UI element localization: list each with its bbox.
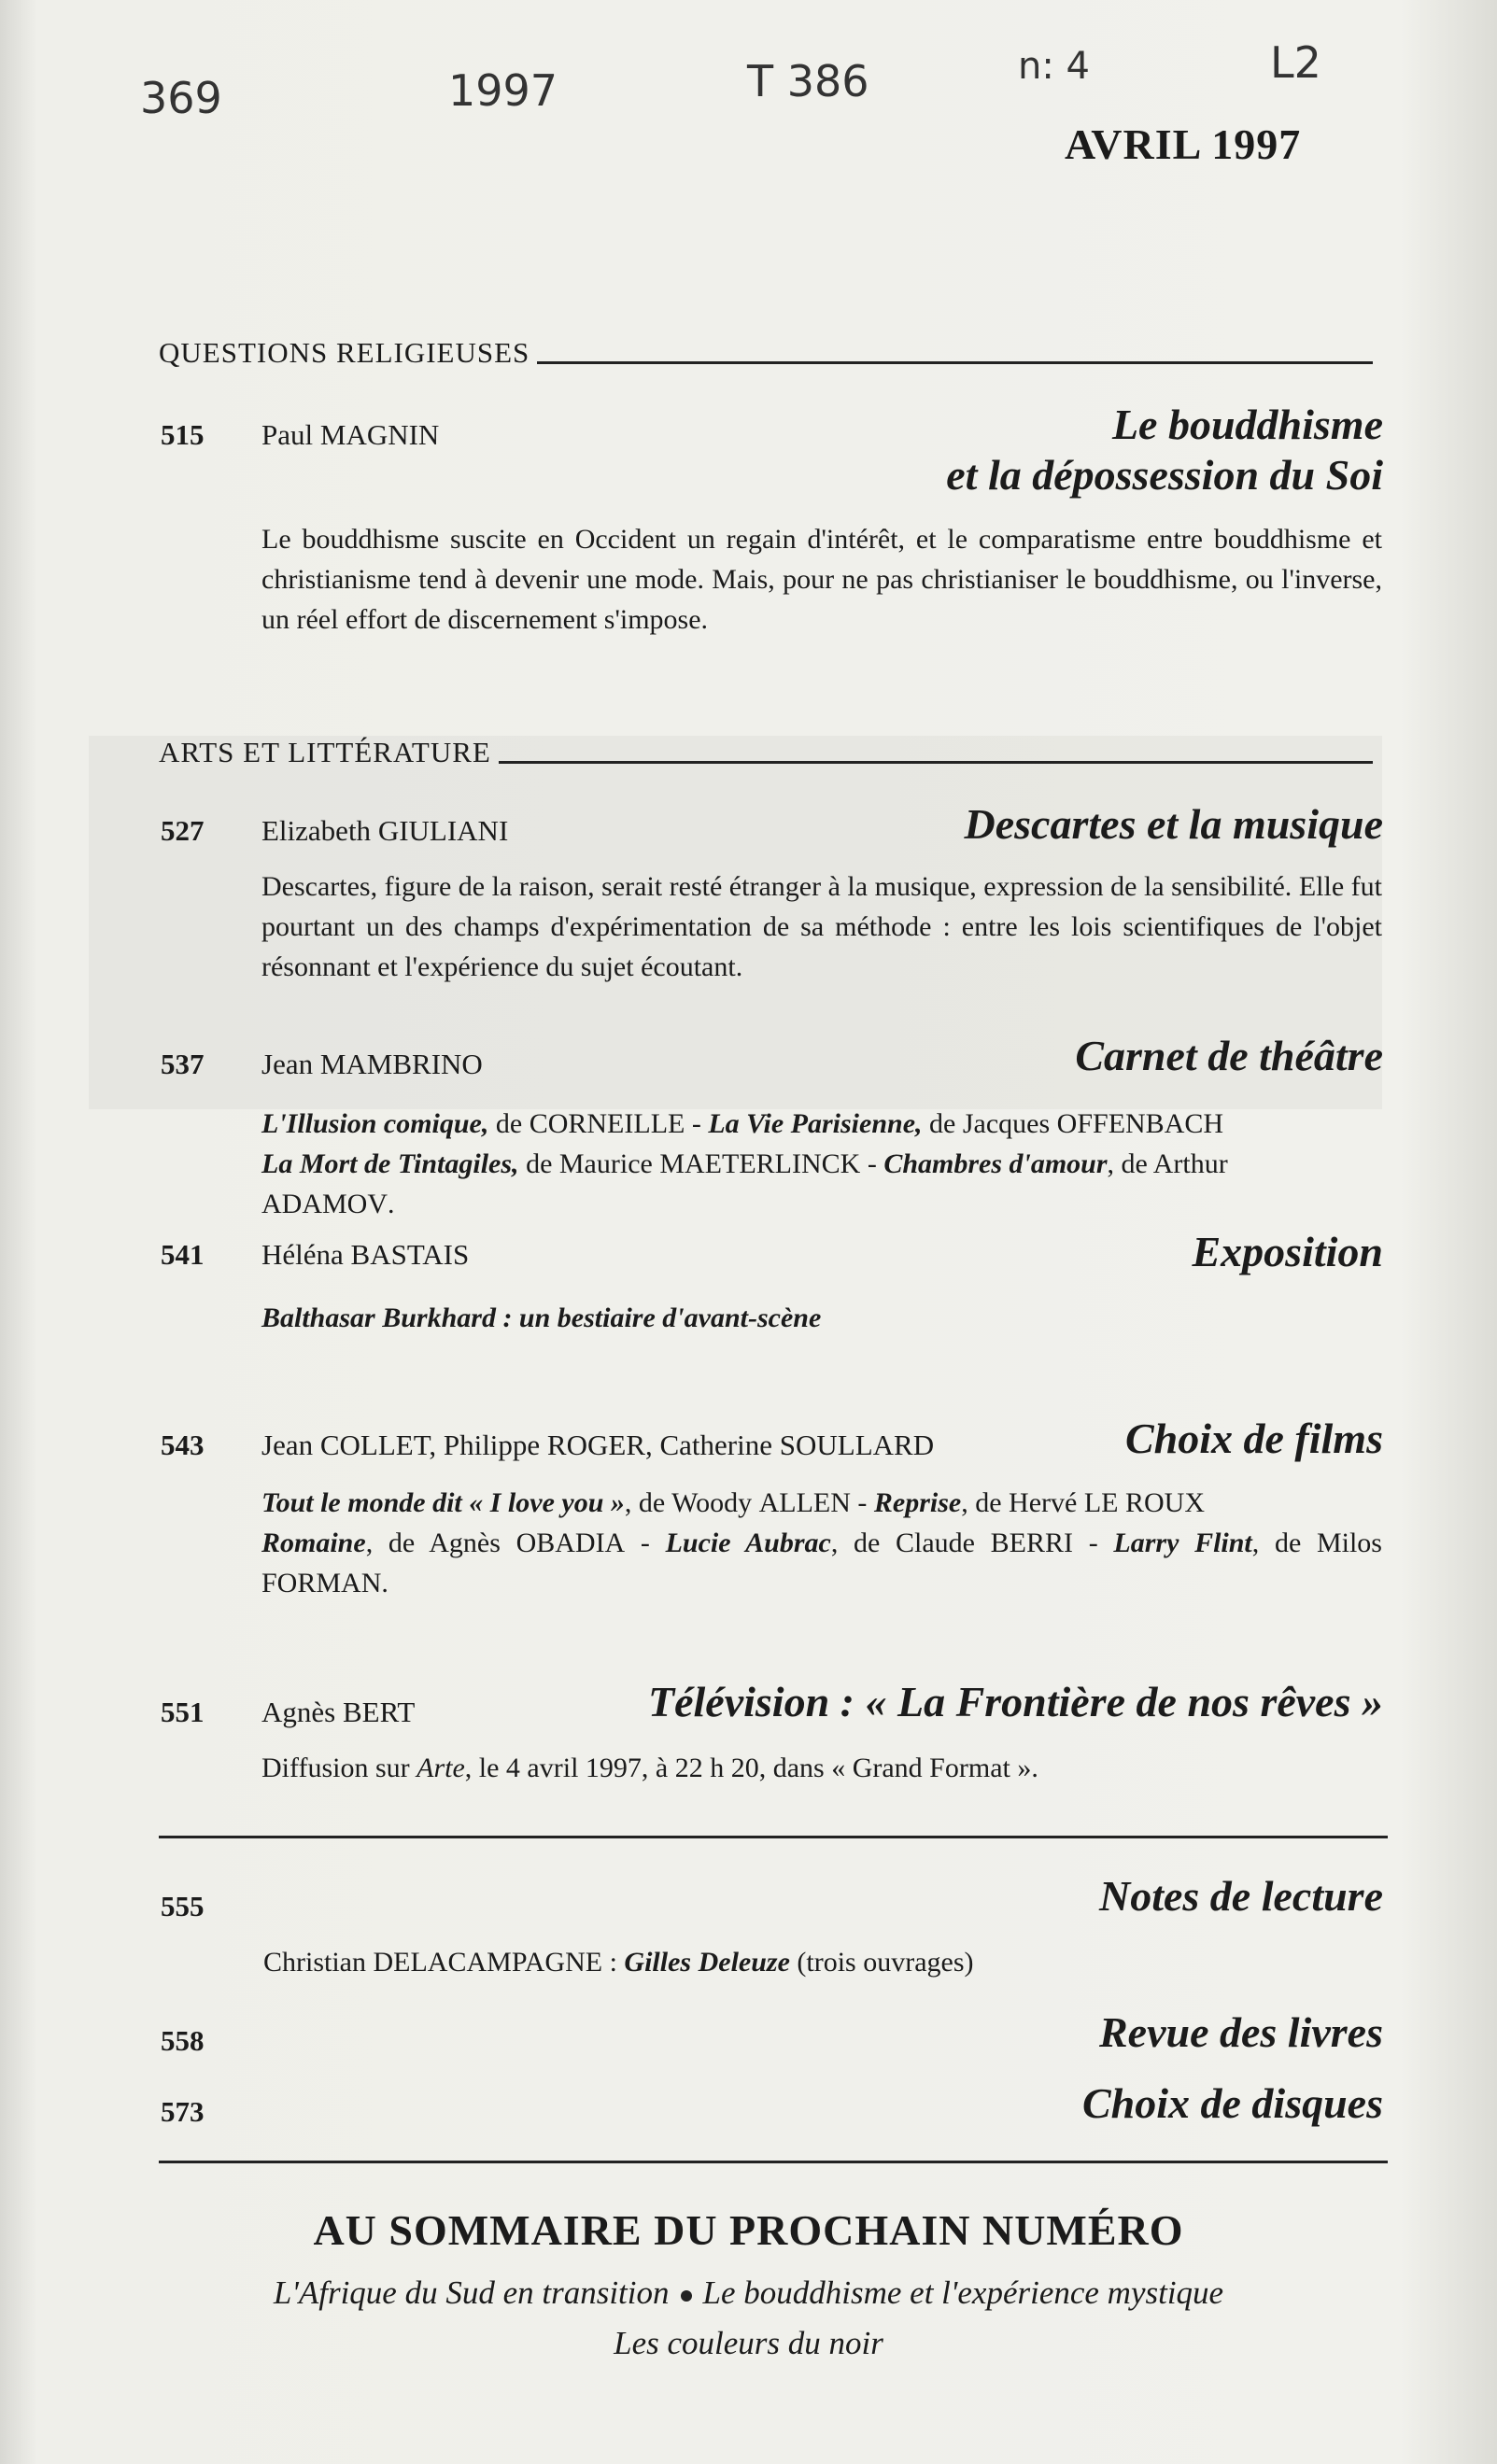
page-number: 537 xyxy=(161,1048,205,1080)
article-authors: Jean COLLET, Philippe ROGER, Catherine SOULLARD xyxy=(261,1429,935,1461)
theatre-works-list: L'Illusion comique, de CORNEILLE - La Vie Parisienne, de Jacques OFFENBACH La Mort de Tintagiles, de Maurice MAETERLINCK - Chambres d'amour, de Arthur ADAMOV. xyxy=(261,1108,1228,1219)
section-title-reviews[interactable]: Revue des livres xyxy=(1098,2008,1383,2056)
handwritten-note: 1997 xyxy=(448,65,558,116)
films-list: Tout le monde dit « I love you », de Woody ALLEN - Reprise, de Hervé LE ROUX Romaine, de Agnès OBADIA - Lucie Aubrac, de Claude BERRI - Larry Flint, de Milos FORMAN. xyxy=(261,1487,1382,1598)
article-author: Jean MAMBRINO xyxy=(261,1048,483,1080)
broadcast-info: Diffusion sur Arte, le 4 avril 1997, à 22 h 20, dans « Grand Format ». xyxy=(261,1753,1038,1783)
article-description: Le bouddhisme suscite en Occident un regain d'intérêt, et le comparatisme entre bouddhisme et christianisme tend à devenir une mode. Mais, pour ne pas christianiser le bouddhisme, ou l'inverse, un réel effort de discernement s'impose. xyxy=(261,524,1382,635)
article-author: Paul MAGNIN xyxy=(261,418,440,451)
article-author: Elizabeth GIULIANI xyxy=(261,814,509,847)
divider xyxy=(159,1836,1388,1838)
page-number: 555 xyxy=(161,1890,205,1922)
page-number: 543 xyxy=(161,1429,205,1461)
handwritten-note: 369 xyxy=(140,73,222,123)
article-title[interactable]: Choix de films xyxy=(1124,1415,1383,1462)
article-title[interactable]: Télévision : « La Frontière de nos rêves » xyxy=(647,1678,1383,1725)
handwritten-note: n: 4 xyxy=(1018,45,1090,88)
handwritten-note: T 386 xyxy=(747,56,869,106)
next-issue-topic: L'Afrique du Sud en transition xyxy=(273,2274,670,2311)
notes-entry: Christian DELACAMPAGNE : Gilles Deleuze (trois ouvrages) xyxy=(263,1947,974,1978)
article-title[interactable]: Le bouddhisme et la dépossession du Soi xyxy=(946,401,1383,499)
page-number: 515 xyxy=(161,418,205,451)
next-issue-topic: Le bouddhisme et l'expérience mystique xyxy=(702,2274,1224,2311)
exposition-subject: Balthasar Burkhard : un bestiaire d'avant-scène xyxy=(261,1302,822,1333)
section-rule xyxy=(537,361,1373,364)
next-issue-heading: AU SOMMAIRE DU PROCHAIN NUMÉRO xyxy=(313,2206,1184,2254)
article-title[interactable]: Descartes et la musique xyxy=(964,800,1383,848)
section-header-religion xyxy=(159,336,1373,370)
section-title-notes[interactable]: Notes de lecture xyxy=(1098,1872,1383,1920)
divider xyxy=(159,2161,1388,2163)
page-number: 573 xyxy=(161,2095,205,2128)
section-rule xyxy=(499,761,1373,764)
issue-date: AVRIL 1997 xyxy=(1065,120,1302,168)
section-header-arts xyxy=(159,736,1373,769)
section-title: ARTS ET LITTÉRATURE xyxy=(159,736,491,768)
page-number: 558 xyxy=(161,2024,205,2057)
next-issue-topic: Les couleurs du noir xyxy=(614,2325,883,2361)
article-title[interactable]: Carnet de théâtre xyxy=(1075,1032,1383,1079)
article-title[interactable]: Exposition xyxy=(1192,1228,1383,1275)
page-number: 541 xyxy=(161,1238,205,1271)
article-author: Héléna BASTAIS xyxy=(261,1238,470,1271)
article-description: Descartes, figure de la raison, serait resté étranger à la musique, expression de la sensibilité. Elle fut pourtant un des champs d'expérimentation de sa méthode : entre les lois scientifiques de l'objet résonnant et l'expérience du sujet écoutant. xyxy=(261,871,1382,982)
page-number: 551 xyxy=(161,1696,205,1728)
next-issue-topics xyxy=(0,2274,1497,2312)
section-title-discs[interactable]: Choix de disques xyxy=(1081,2079,1383,2127)
article-author: Agnès BERT xyxy=(261,1696,416,1728)
bullet-icon xyxy=(681,2290,692,2302)
section-title: QUESTIONS RELIGIEUSES xyxy=(159,336,530,369)
page-number: 527 xyxy=(161,814,205,847)
handwritten-note: L2 xyxy=(1270,37,1321,88)
